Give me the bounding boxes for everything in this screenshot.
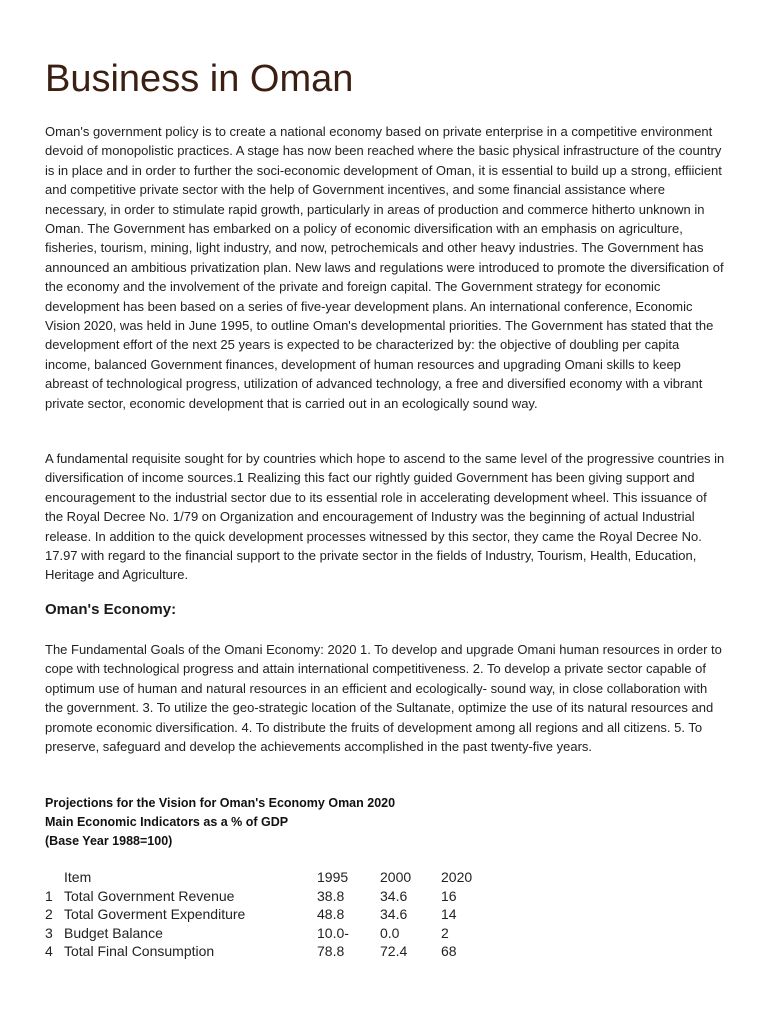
row-1995: 78.8 — [317, 943, 345, 959]
header-2020: 2020 — [441, 869, 473, 885]
row-2020: 68 — [441, 943, 457, 959]
projections-subtitle: Main Economic Indicators as a % of GDP — [45, 815, 289, 829]
row-num: 3 — [45, 924, 53, 941]
page-title: Business in Oman — [45, 58, 354, 100]
header-2000: 2000 — [380, 869, 412, 885]
row-item: Total Government Revenue — [64, 887, 235, 904]
header-1995: 1995 — [317, 869, 349, 885]
projections-title: Projections for the Vision for Oman's Economy Oman 2020 — [45, 796, 396, 810]
row-item: Total Final Consumption — [64, 943, 215, 959]
row-2020: 2 — [441, 924, 449, 941]
header-num — [45, 868, 64, 887]
row-2000: 34.6 — [380, 887, 408, 904]
row-num: 2 — [45, 906, 53, 922]
intro-paragraph: Oman's government policy is to create a national economy based on private enterprise in a competitive environment devoid of monopolistic practices. A stage has now been reached where the basic physical infrastructure of the country is in place and in order to further the soci-economic development of Oman, it is essential to build up a strong, effiicient and competitive private sector with the help of Government incentives, and some financial assistance where necessary, in order to stimulate rapid growth, particularly in areas of production and commerce hitherto unknown in Oman. The Government has embarked on a policy of economic diversification with an emphasis on agriculture, fisheries, tourism, mining, light industry, and now, petrochemicals and other heavy industries. The Government has announced an ambitious privatization plan. New laws and regulations were introduced to promote the diversification of the economy and the involvement of the private and foreign capital. The Government strategy for economic development has been based on a series of five-year development plans. An international conference, Economic Vision 2020, was held in June 1995, to outline Oman's developmental priorities. The Government has stated that the development effort of the next 25 years is expected to be characterized by: the objective of doubling per capita income, balanced Government finances, development of human resources and upgrading Omani skills to keep abreast of technological progress, utilization of advanced technology, a free and diversified economy with a vibrant private sector, economic development that is carried out in an ecologically sound way. — [45, 124, 724, 411]
table-row — [45, 924, 501, 943]
economy-goals-paragraph: The Fundamental Goals of the Omani Economy: 2020 1. To develop and upgrade Omani human resources in order to cope with technological progress and attain international competitiveness. 2. To develop a private sector capable of optimum use of human and natural resources in an efficient and ecologically- sound way, in close collaboration with the government. 3. To utilize the geo-strategic location of the Sultanate, optimize the use of its natural resources and promote economic diversification. 4. To distribute the fruits of development among all regions and all citizens. 5. To preserve, safeguard and develop the achievements accomplished in the past twenty-five years. — [45, 642, 722, 755]
row-2000: 0.0 — [380, 924, 400, 941]
row-1995: 38.8 — [317, 887, 345, 904]
header-item: Item — [64, 869, 92, 885]
row-item: Budget Balance — [64, 924, 163, 941]
row-1995: 48.8 — [317, 906, 345, 922]
economic-indicators-table — [45, 868, 501, 961]
table-row — [45, 942, 501, 961]
industry-paragraph: A fundamental requisite sought for by countries which hope to ascend to the same level of the progressive countries in diversification of income sources.1 Realizing this fact our rightly guided Government has been giving support and encouragement to the industrial sector due to its essential role in accelerating development wheel. This issuance of the Royal Decree No. 1/79 on Organization and encouragement of Industry was the beginning of actual Industrial release. In addition to the quick development processes witnessed by this sector, they came the Royal Decree No. 17.97 with regard to the financial support to the private sector in the fields of Industry, Tourism, Health, Education, Heritage and Agriculture. — [45, 451, 725, 583]
table-row — [45, 887, 501, 906]
row-2020: 16 — [441, 887, 457, 904]
projections-caption — [45, 794, 395, 851]
row-2000: 34.6 — [380, 906, 408, 922]
row-1995: 10.0- — [317, 924, 349, 941]
projections-base-year: (Base Year 1988=100) — [45, 834, 173, 848]
row-2020: 14 — [441, 906, 457, 922]
table-header-row — [45, 868, 501, 887]
row-item: Total Goverment Expenditure — [64, 906, 246, 922]
table-row — [45, 905, 501, 924]
section-heading-economy: Oman's Economy: — [45, 601, 177, 618]
row-num: 1 — [45, 887, 53, 904]
row-2000: 72.4 — [380, 943, 408, 959]
row-num: 4 — [45, 943, 53, 959]
